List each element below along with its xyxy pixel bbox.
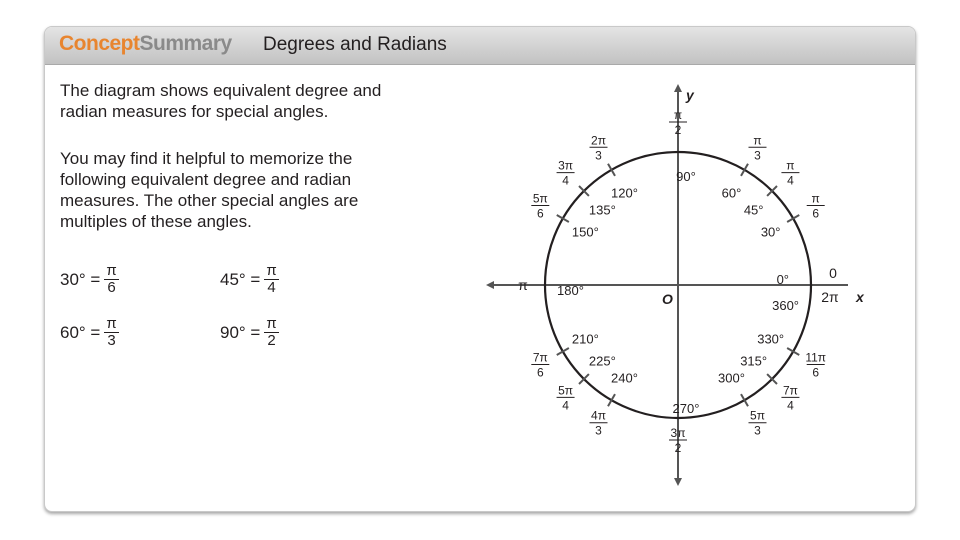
- equivalence-degree: 30° =: [60, 269, 101, 289]
- angle-tick-60: [741, 164, 748, 176]
- radian-numerator-300: 5π: [750, 408, 765, 423]
- radian-denominator-150: 6: [536, 206, 544, 221]
- degree-label-225: 225°: [588, 353, 616, 369]
- radian-denominator-240: 3: [595, 423, 602, 438]
- radian-denominator-45: 4: [787, 173, 794, 188]
- radian-label-0: 0: [829, 265, 837, 281]
- radian-label-180: π: [518, 277, 528, 293]
- angle-tick-150: [557, 215, 569, 222]
- logo-concept: Concept: [59, 32, 140, 55]
- radian-denominator-330: 6: [812, 365, 820, 380]
- degree-label-300: 300°: [718, 370, 745, 386]
- radian-denominator-90: 2: [674, 123, 682, 137]
- fraction-denominator: 6: [107, 279, 116, 296]
- fraction-numerator: π: [266, 262, 277, 279]
- angle-tick-240: [608, 394, 615, 406]
- intro-paragraph-1: The diagram shows equivalent degree and radian measures for special angles.: [60, 81, 382, 121]
- angle-tick-30: [787, 215, 799, 222]
- radian-numerator-45: π: [786, 158, 795, 173]
- radian-label-360: 2π: [821, 289, 839, 305]
- fraction-numerator: π: [106, 262, 117, 279]
- degree-label-180: 180°: [557, 283, 584, 298]
- radian-numerator-270: 3π: [670, 426, 686, 440]
- degree-label-60: 60°: [721, 185, 742, 201]
- radian-numerator-135: 3π: [558, 158, 574, 173]
- radian-numerator-210: 7π: [532, 350, 548, 365]
- angle-tick-300: [741, 394, 748, 406]
- degree-label-90: 90°: [676, 169, 696, 184]
- intro-paragraph-2: You may find it helpful to memorize the following equivalent degree and radian measures. The other special angles are multiples of these angles.: [60, 149, 359, 231]
- radian-denominator-135: 4: [562, 173, 569, 188]
- radian-denominator-60: 3: [754, 148, 761, 163]
- equivalence-degree: 60° =: [60, 322, 101, 342]
- logo-summary: Summary: [139, 32, 232, 55]
- degree-label-315: 315°: [740, 353, 768, 369]
- radian-numerator-120: 2π: [591, 133, 606, 148]
- radian-denominator-270: 2: [674, 441, 682, 455]
- degree-label-270: 270°: [672, 401, 700, 416]
- equivalence-degree: 45° =: [220, 269, 261, 289]
- fraction-numerator: π: [266, 315, 277, 332]
- angle-tick-330: [787, 348, 799, 355]
- angle-tick-120: [608, 164, 615, 176]
- radian-denominator-120: 3: [595, 148, 602, 163]
- radian-denominator-315: 4: [787, 398, 794, 413]
- equivalence-degree: 90° =: [220, 322, 261, 342]
- fraction-denominator: 4: [267, 279, 276, 296]
- degree-label-360: 360°: [772, 298, 799, 313]
- degree-label-30: 30°: [760, 224, 781, 240]
- radian-denominator-225: 4: [562, 398, 569, 413]
- x-axis-label: x: [856, 289, 864, 305]
- degree-label-0: 0°: [776, 272, 789, 287]
- fraction-denominator: 2: [267, 332, 276, 349]
- degree-label-45: 45°: [743, 202, 764, 218]
- radian-numerator-90: π: [673, 108, 683, 122]
- angle-tick-210: [557, 348, 569, 355]
- degree-label-240: 240°: [611, 370, 638, 386]
- degree-label-330: 330°: [757, 331, 785, 347]
- radian-numerator-225: 5π: [558, 383, 574, 398]
- radian-denominator-300: 3: [754, 423, 761, 438]
- radian-numerator-330: 11π: [805, 350, 827, 365]
- origin-label: O: [662, 291, 673, 307]
- fraction-denominator: 3: [107, 332, 116, 349]
- degree-label-210: 210°: [571, 331, 599, 347]
- radian-denominator-30: 6: [812, 206, 820, 221]
- fraction-numerator: π: [106, 315, 117, 332]
- radian-denominator-210: 6: [536, 365, 544, 380]
- header-title: Degrees and Radians: [263, 34, 447, 55]
- degree-label-135: 135°: [588, 202, 616, 218]
- radian-numerator-30: π: [811, 191, 820, 206]
- radian-numerator-150: 5π: [532, 191, 548, 206]
- y-axis-label: y: [686, 87, 694, 103]
- degree-label-150: 150°: [571, 224, 599, 240]
- radian-numerator-240: 4π: [591, 408, 606, 423]
- degree-label-120: 120°: [611, 185, 638, 201]
- radian-numerator-315: 7π: [782, 383, 798, 398]
- radian-numerator-60: π: [753, 133, 762, 148]
